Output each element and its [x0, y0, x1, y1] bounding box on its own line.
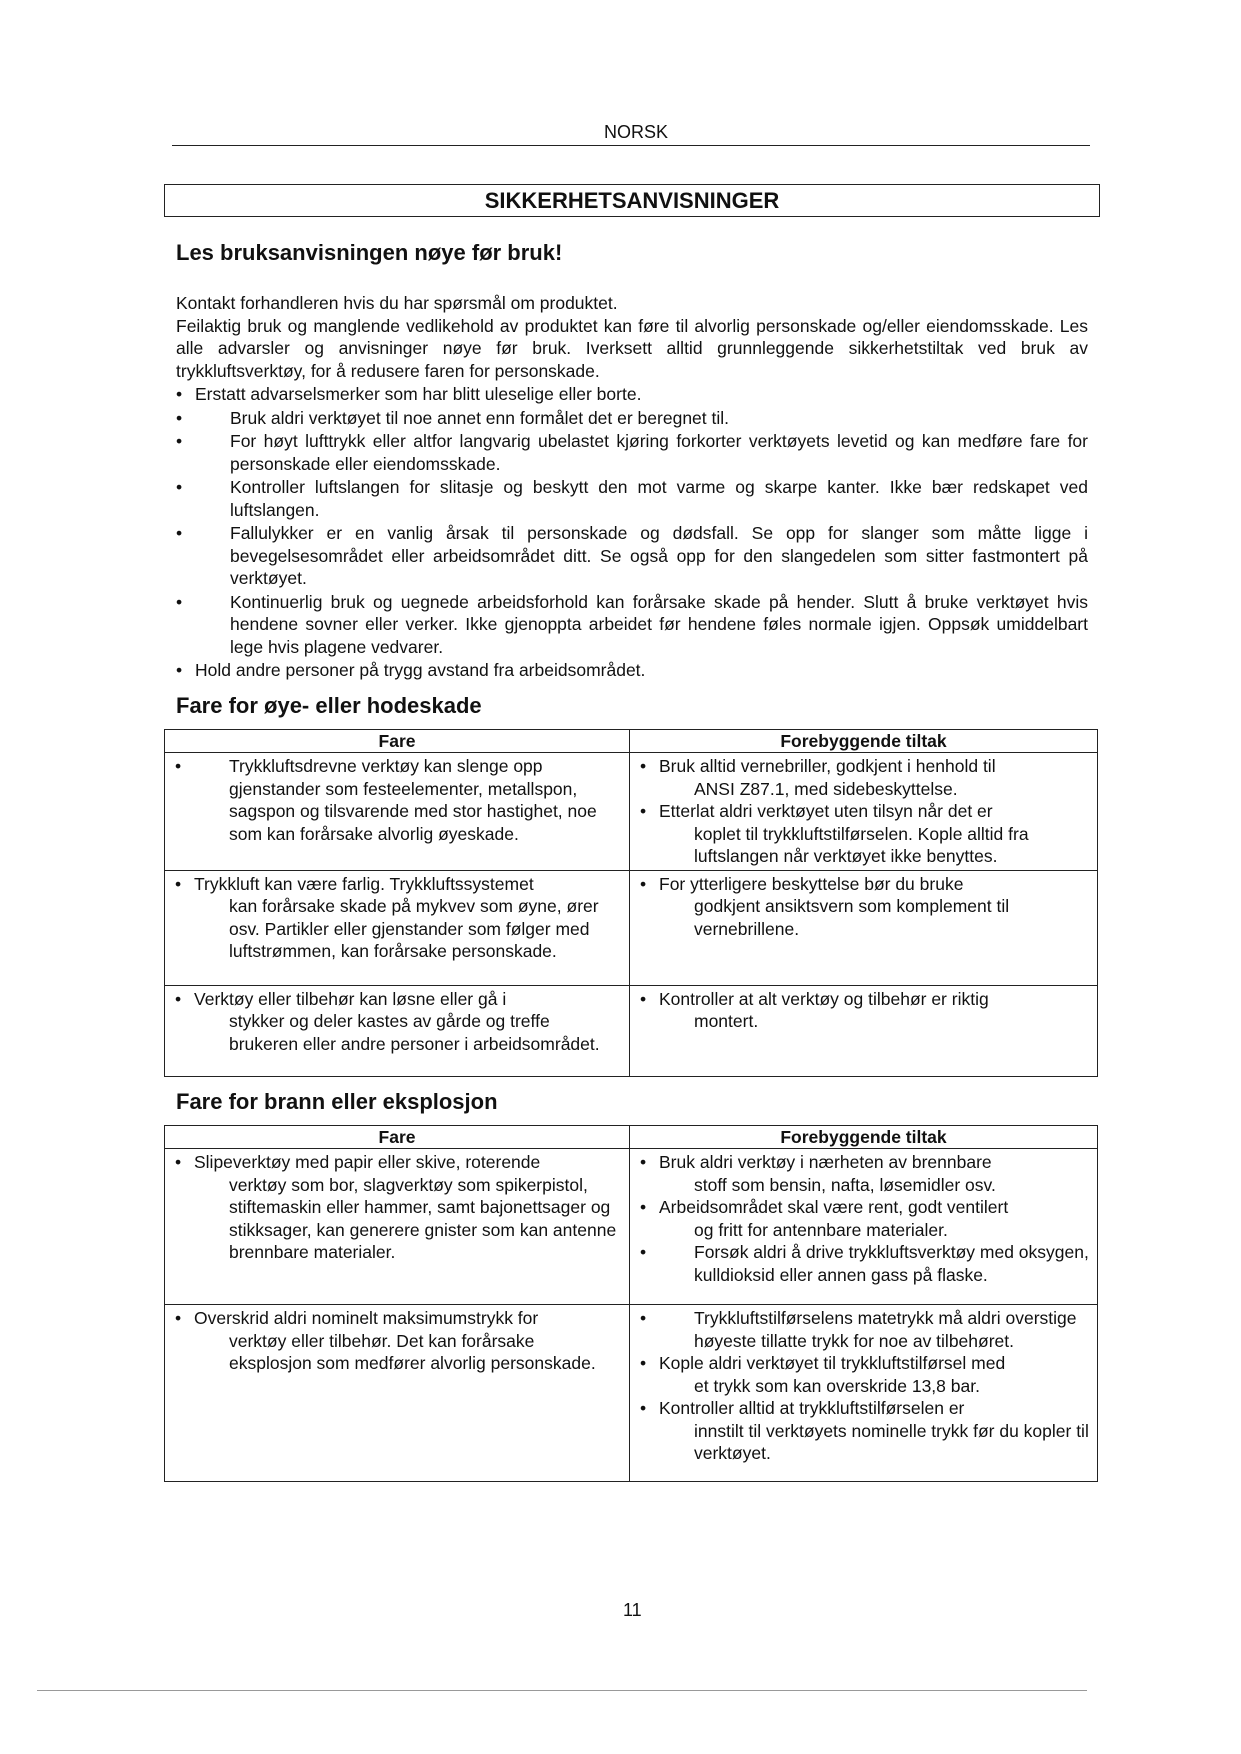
table-row — [165, 1149, 1098, 1305]
header-divider — [172, 145, 1090, 146]
intro-text — [176, 292, 1088, 382]
list-item: • Trykkluftstilførselens matetrykk må aldri overstige høyeste tillatte trykk for noe av tilbehøret. — [640, 1308, 1077, 1351]
measures-cell — [630, 1149, 1098, 1305]
list-item: • Erstatt advarselsmerker som har blitt uleselige eller borte. — [176, 384, 642, 404]
measures-cell — [630, 1305, 1098, 1482]
list-item: • Fallulykker er en vanlig årsak til personskade og dødsfall. Se opp for slanger som måtte ligge i bevegelsesområdet eller arbeidsområdet ditt. Se også opp for den slangedelen som sitter fastmontert på verktøyet. — [176, 523, 1088, 588]
table-row — [165, 985, 1098, 1076]
column-header-measures: Forebyggende tiltak — [630, 1126, 1098, 1149]
safety-bullet-list — [176, 383, 1088, 683]
measures-cell — [630, 870, 1098, 985]
list-item: • Verktøy eller tilbehør kan løsne eller gå i stykker og deler kastes av gårde og treffe brukeren eller andre personer i arbeidsområdet. — [175, 988, 600, 1054]
table-row — [165, 1305, 1098, 1482]
column-header-hazard: Fare — [165, 1126, 630, 1149]
hazard-cell — [165, 753, 630, 871]
language-header: NORSK — [604, 122, 669, 142]
page-title: SIKKERHETSANVISNINGER — [164, 184, 1100, 217]
table-row — [165, 870, 1098, 985]
list-item: • Kontinuerlig bruk og uegnede arbeidsforhold kan forårsake skade på hender. Slutt å bruke verktøyet hvis hendene sovner eller verker. Ikke gjenoppta arbeidet før hendene føles normale igjen. Oppsøk umiddelbart lege hvis plagene vedvarer. — [176, 591, 1088, 657]
list-item: • Bruk aldri verktøyet til noe annet enn formålet det er beregnet til. — [176, 407, 730, 428]
hazard-cell — [165, 985, 630, 1076]
list-item: • Forsøk aldri å drive trykkluftsverktøy med oksygen, kulldioksid eller annen gass på flaske. — [640, 1242, 1089, 1285]
list-item: • Overskrid aldri nominelt maksimumstrykk for verktøy eller tilbehør. Det kan forårsake eksplosjon som medfører alvorlig personskade. — [175, 1308, 596, 1373]
list-item: • Bruk aldri verktøy i nærheten av brennbare stoff som bensin, nafta, løsemidler osv. — [640, 1152, 996, 1195]
list-item: • Kontroller at alt verktøy og tilbehør er riktig montert. — [640, 988, 989, 1031]
measures-cell — [630, 753, 1098, 871]
list-item: • Trykkluft kan være farlig. Trykkluftssystemet kan forårsake skade på mykvev som øyne, ører osv. Partikler eller gjenstander som følger med luftstrømmen, kan forårsake personskade. — [175, 873, 599, 961]
list-item: • Kople aldri verktøyet til trykkluftstilførsel med et trykk som kan overskride 13,8 bar. — [640, 1353, 1006, 1396]
intro-paragraph: Feilaktig bruk og manglende vedlikehold av produktet kan føre til alvorlig personskade og/eller eiendomsskade. Les alle advarsler og anvisninger nøye før bruk. Iverksett alltid grunnleggende sikkerhetstiltak ved bruk av trykkluftsverktøy, for å redusere faren for personskade. — [176, 315, 1088, 381]
eye-injury-heading: Fare for øye- eller hodeskade — [176, 693, 482, 718]
list-item: • Kontroller luftslangen for slitasje og beskytt den mot varme og skarpe kanter. Ikke bær redskapet ved luftslangen. — [176, 477, 1088, 520]
footer-divider — [37, 1690, 1087, 1691]
list-item: • Hold andre personer på trygg avstand fra arbeidsområdet. — [176, 660, 646, 680]
list-item: • Bruk alltid vernebriller, godkjent i henhold til ANSI Z87.1, med sidebeskyttelse. — [640, 756, 996, 799]
read-instructions-heading: Les bruksanvisningen nøye før bruk! — [176, 240, 563, 265]
list-item: • Slipeverktøy med papir eller skive, roterende verktøy som bor, slagverktøy som spikerpistol, stiftemaskin eller hammer, samt bajonettsager og stikksager, kan generere gnister som kan antenne brennbare materialer. — [175, 1152, 617, 1262]
list-item: • Etterlat aldri verktøyet uten tilsyn når det er koplet til trykkluftstilførselen. Kople alltid fra luftslangen når verktøyet ikke benyttes. — [640, 801, 1029, 866]
list-item: • Arbeidsområdet skal være rent, godt ventilert og fritt for antennbare materialer. — [640, 1197, 1009, 1240]
hazard-cell — [165, 870, 630, 985]
page-number: 11 — [623, 1600, 642, 1620]
intro-line: Kontakt forhandleren hvis du har spørsmål om produktet. — [176, 293, 618, 313]
list-item: • For høyt lufttrykk eller altfor langvarig ubelastet kjøring forkorter verktøyets levetid og kan medføre fare for personskade eller eiendomsskade. — [176, 431, 1088, 474]
column-header-hazard: Fare — [165, 730, 630, 753]
column-header-measures: Forebyggende tiltak — [630, 730, 1098, 753]
list-item: • Kontroller alltid at trykkluftstilførselen er innstilt til verktøyets nominelle trykk før du kopler til verktøyet. — [640, 1398, 1089, 1463]
eye-hazard-table — [164, 729, 1098, 1077]
table-row — [165, 753, 1098, 871]
fire-explosion-heading: Fare for brann eller eksplosjon — [176, 1089, 498, 1114]
hazard-cell — [165, 1149, 630, 1305]
measures-cell — [630, 985, 1098, 1076]
list-item: • Trykkluftsdrevne verktøy kan slenge opp gjenstander som festeelementer, metallspon, sagspon og tilsvarende med stor hastighet, noe som kan forårsake alvorlig øyeskade. — [175, 756, 597, 844]
fire-hazard-table — [164, 1125, 1098, 1482]
hazard-cell — [165, 1305, 630, 1482]
list-item: • For ytterligere beskyttelse bør du bruke godkjent ansiktsvern som komplement til vernebrillene. — [640, 873, 1010, 939]
